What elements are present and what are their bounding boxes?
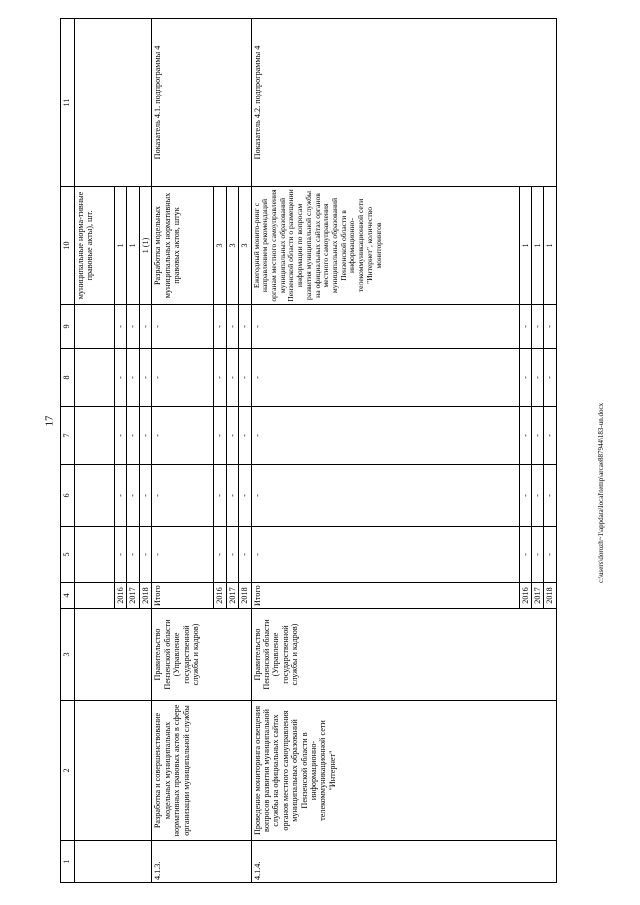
table-row: 2017 - - - - - 3: [226, 19, 238, 883]
col-header: 3: [61, 609, 75, 701]
page-number: 17: [43, 415, 56, 427]
row-name: Проведение мониторинга освещения вопросов развития муниципальной службы на официальных сайтах органов местного самоуправления муниципальных образований Пензенской области в информационно-телекоммуникационной сети "Интернет": [251, 701, 556, 841]
col-header: 11: [61, 19, 75, 187]
row-link: Показатель 4.2. подпрограммы 4: [251, 19, 556, 187]
table-row: 2017 - - - - - 1: [531, 19, 543, 883]
row-number: 4.1.4.: [251, 841, 556, 883]
col-header: 4: [61, 583, 75, 609]
col-header: 6: [61, 465, 75, 527]
table-row: 2018 - - - - - 1: [544, 19, 556, 883]
header-row: [61, 19, 75, 883]
row-number: 4.1.3.: [152, 841, 251, 883]
table-row: [75, 19, 115, 883]
rotated-table-wrapper: [60, 19, 575, 883]
table-row: 4.1.4. Проведение мониторинга освещения вопросов развития муниципальной службы на официальных сайтах органов местного самоуправления муниципальных образований Пензенской области в информационно-телекоммуникационной сети "Интернет" Правительство Пензенской области (Управление государственной службы и кадров) Итого - - - - - Ежегодный монито-ринг с направлением рекомендаций органам местного самоуправления муниципальных образований Пензенской области о размещении информации по вопросам развития муниципальной службы на официальных сайтах органов местного самоуправления муниципальных образований Пензенской области в информационно-телекоммуникационной сети "Интернет", количество мониторингов Показатель 4.2. подпрограммы 4: [251, 19, 519, 883]
footer-path: c:\users\dorozh~1\appdata\local\temp\arcae887944\183-un.docx: [597, 402, 605, 583]
col-header: 1: [61, 841, 75, 883]
table-row: 2018 - - - - - 3: [239, 19, 251, 883]
col-header: 5: [61, 527, 75, 583]
table-row: 2017 - - - - - 1: [127, 19, 139, 883]
col-header: 10: [61, 187, 75, 305]
table-row: 2016 - - - - - 3: [214, 19, 226, 883]
row-indicator: Ежегодный монито-ринг с направлением рекомендаций органам местного самоуправления муниципальных образований Пензенской области о размещении информации по вопросам развития муниципальной службы на официальных сайтах органов местного самоуправления муниципальных образований Пензенской области в информационно-телекоммуникационной сети "Интернет", количество мониторингов: [251, 187, 519, 305]
row-link: Показатель 4.1. подпрограммы 4: [152, 19, 251, 187]
col-header: 2: [61, 701, 75, 841]
col-header: 7: [61, 407, 75, 465]
program-table: [60, 18, 557, 883]
col-header: 8: [61, 349, 75, 407]
row-executor: Правительство Пензенской области (Управление государственной службы и кадров): [251, 609, 556, 701]
row-name: Разработка и совершенствование модельных муниципальных нормативных правовых актов в сфере организации муниципальной службы: [152, 701, 251, 841]
unit-text: муниципальные норма-тивные правовые акты), шт.: [75, 187, 115, 305]
table-row: 4.1.3. Разработка и совершенствование модельных муниципальных нормативных правовых актов в сфере организации муниципальной службы Правительство Пензенской области (Управление государственной службы и кадров) Итого - - - - - Разработка модельных муниципальных нормативных правовых актов, штук Показатель 4.1. подпрограммы 4: [152, 19, 214, 883]
row-indicator: Разработка модельных муниципальных нормативных правовых актов, штук: [152, 187, 214, 305]
table-row: 2016 - - - - - 1: [115, 19, 127, 883]
table-row: 2018 - - - - - 1 (1): [139, 19, 151, 883]
row-executor: Правительство Пензенской области (Управление государственной службы и кадров): [152, 609, 251, 701]
table-row: 2016 - - - - - 1: [519, 19, 531, 883]
col-header: 9: [61, 305, 75, 349]
